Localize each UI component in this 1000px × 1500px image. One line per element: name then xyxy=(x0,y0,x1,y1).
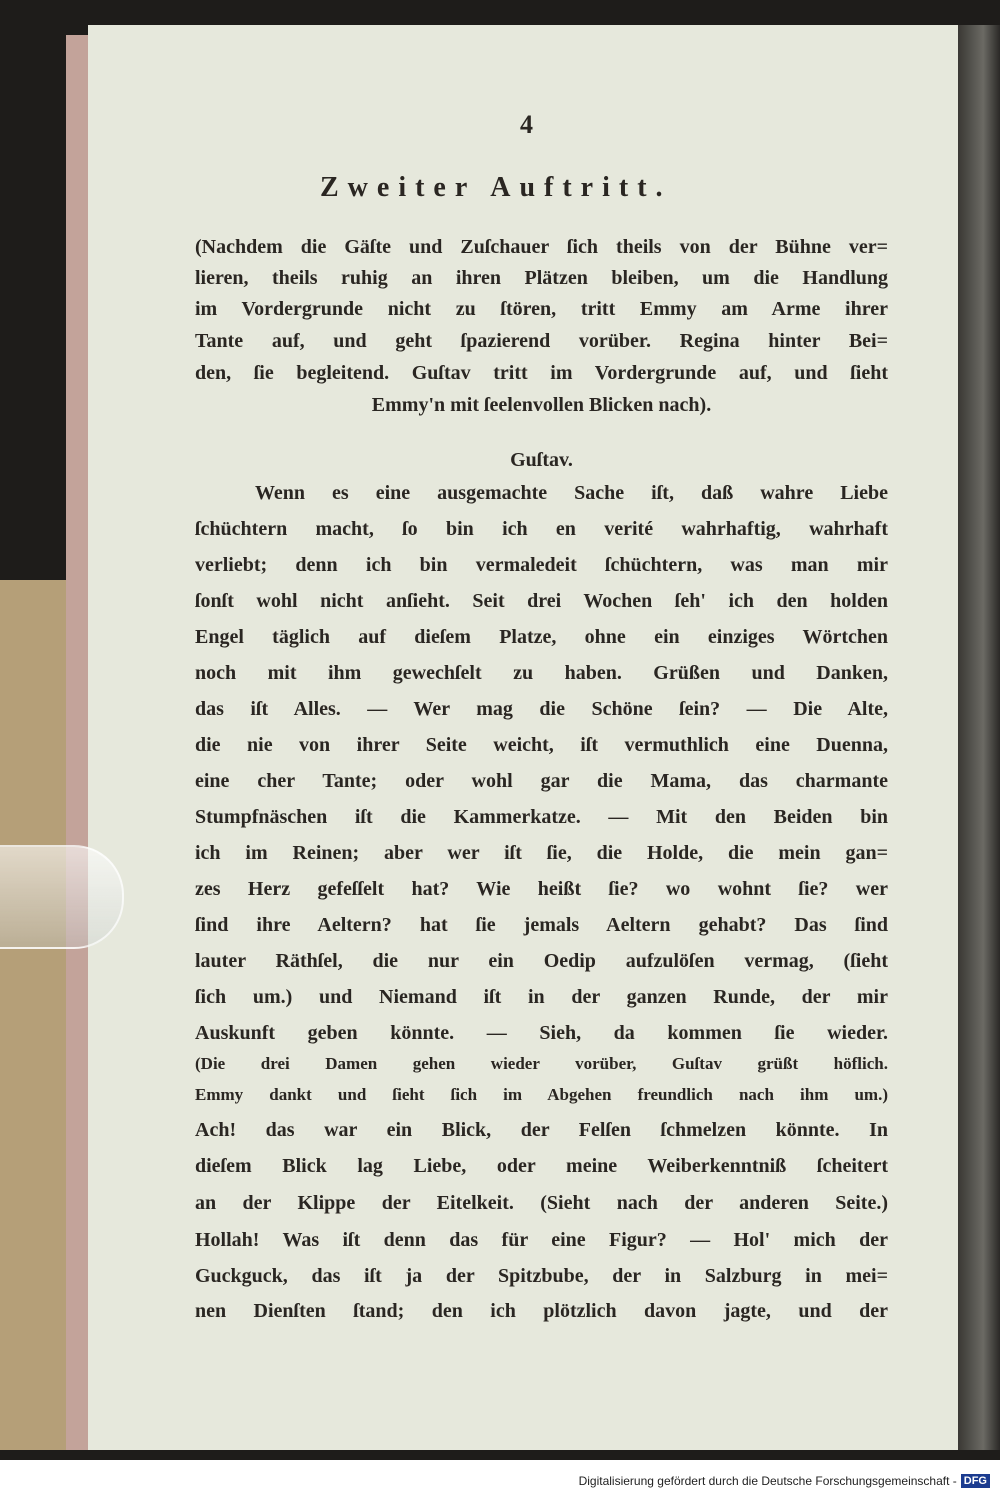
text-line: lieren, theils ruhig an ihren Plätzen bleiben, um die Handlung xyxy=(195,267,888,289)
page-number: 4 xyxy=(520,110,533,139)
text-line: Tante auf, und geht ſpazierend vorüber. Regina hinter Bei= xyxy=(195,330,888,352)
speaker-name: Guſtav. xyxy=(510,449,573,471)
page-clip xyxy=(0,845,124,949)
text-line: Hollah! Was iſt denn das für eine Figur? — Hol' mich der xyxy=(195,1229,888,1251)
text-line: zes Herz gefeſſelt hat? Wie heißt ſie? wo wohnt ſie? wer xyxy=(195,878,888,900)
text-line: im Vordergrunde nicht zu ſtören, tritt Emmy am Arme ihrer xyxy=(195,298,888,320)
text-line: Emmy'n mit ſeelenvollen Blicken nach). xyxy=(371,394,712,416)
text-line: lauter Räthſel, die nur ein Oedip aufzulöſen vermag, (ſieht xyxy=(195,950,888,972)
text-line: Guckguck, das iſt ja der Spitzbube, der in Salzburg in mei= xyxy=(195,1265,888,1287)
book-edge xyxy=(0,580,66,1450)
text-line: ſind ihre Aeltern? hat ſie jemals Aeltern gehabt? Das ſind xyxy=(195,914,888,936)
text-line: die nie von ihrer Seite weicht, iſt vermuthlich eine Duenna, xyxy=(195,734,888,756)
text-line: eine cher Tante; oder wohl gar die Mama, das charmante xyxy=(195,770,888,792)
text-line: nen Dienſten ſtand; den ich plötzlich davon jagte, und der xyxy=(195,1300,888,1322)
dfg-logo: DFG xyxy=(961,1474,990,1488)
text-line: Ach! das war ein Blick, der Felſen ſchmelzen könnte. In xyxy=(195,1119,888,1141)
text-line: (Die drei Damen gehen wieder vorüber, Guſtav grüßt höflich. xyxy=(195,1054,888,1073)
next-page-edge xyxy=(958,25,1000,1450)
footer-text: Digitalisierung gefördert durch die Deutsche Forschungsgemeinschaft - xyxy=(578,1474,957,1488)
text-line: ich im Reinen; aber wer iſt ſie, die Holde, die mein gan= xyxy=(195,842,888,864)
text-line: an der Klippe der Eitelkeit. (Sieht nach der anderen Seite.) xyxy=(195,1192,888,1214)
text-line: noch mit ihm gewechſelt zu haben. Grüßen und Danken, xyxy=(195,662,888,684)
text-line: ſchüchtern macht, ſo bin ich en verité wahrhaftig, wahrhaft xyxy=(195,518,888,540)
text-line: verliebt; denn ich bin vermaledeit ſchüchtern, was man mir xyxy=(195,554,888,576)
scene-title: Zweiter Auftritt. xyxy=(320,172,672,203)
text-line: Stumpfnäschen iſt die Kammerkatze. — Mit den Beiden bin xyxy=(195,806,888,828)
text-line: Engel täglich auf dieſem Platze, ohne ein einziges Wörtchen xyxy=(195,626,888,648)
text-line: (Nachdem die Gäſte und Zuſchauer ſich theils von der Bühne ver= xyxy=(195,236,888,258)
footer-credit xyxy=(579,1474,990,1488)
text-line: dieſem Blick lag Liebe, oder meine Weiberkenntniß ſcheitert xyxy=(195,1155,888,1177)
text-line: Emmy dankt und ſieht ſich im Abgehen freundlich nach ihm um.) xyxy=(195,1085,888,1104)
text-line: den, ſie begleitend. Guſtav tritt im Vordergrunde auf, und ſieht xyxy=(195,362,888,384)
text-line: ſich um.) und Niemand iſt in der ganzen Runde, der mir xyxy=(195,986,888,1008)
text-line: Wenn es eine ausgemachte Sache iſt, daß wahre Liebe xyxy=(255,482,888,504)
book-cover-edge xyxy=(66,35,89,1450)
text-line: Auskunft geben könnte. — Sieh, da kommen ſie wieder. xyxy=(195,1022,888,1044)
text-line: das iſt Alles. — Wer mag die Schöne ſein? — Die Alte, xyxy=(195,698,888,720)
text-line: ſonſt wohl nicht anſieht. Seit drei Wochen ſeh' ich den holden xyxy=(195,590,888,612)
